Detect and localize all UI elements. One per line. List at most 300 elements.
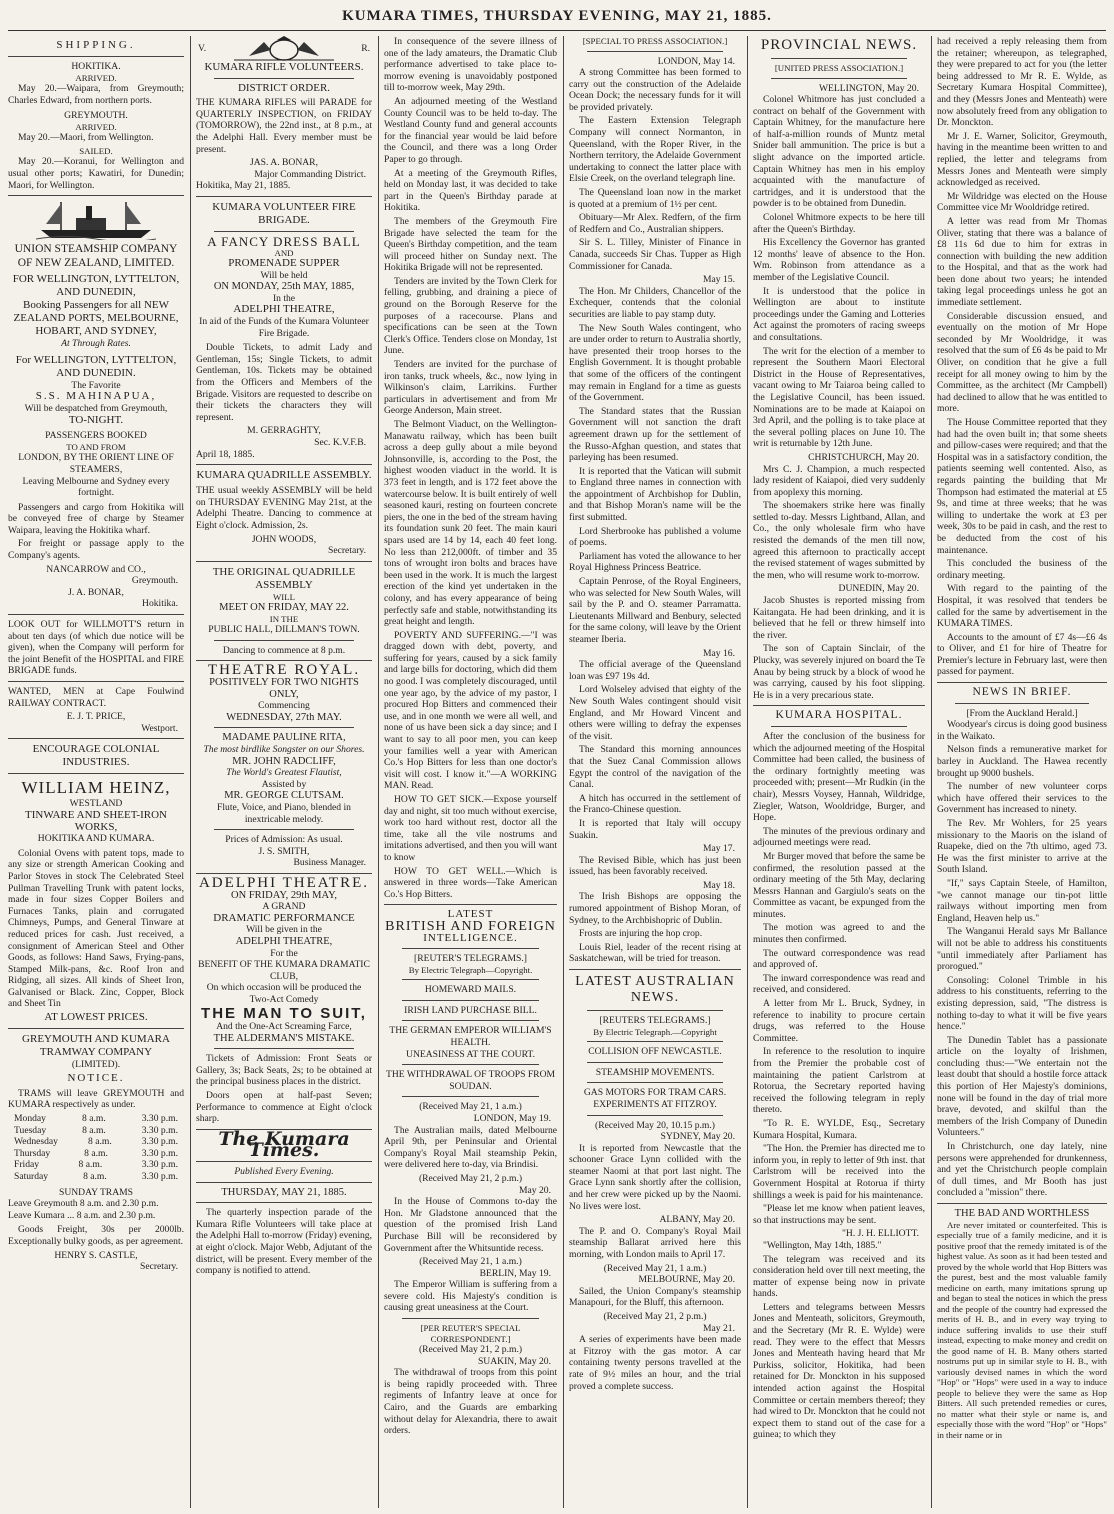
tramway-title: GREYMOUTH AND KUMARA TRAMWAY COMPANY bbox=[22, 1032, 170, 1058]
timetable-row: Wednesday 8 a.m. 3.30 p.m. bbox=[14, 1136, 178, 1148]
two-nights: POSITIVELY FOR TWO NIGHTS ONLY, bbox=[209, 677, 359, 700]
news-para: The Revised Bible, which has just been issued, has been favorably received. bbox=[569, 854, 741, 878]
divider bbox=[196, 561, 372, 562]
greymouth-sailings: May 20.—Koranui, for Wellington and usual other ports; Kawatiri, for Dunedin; Maori, for Wellington. bbox=[8, 156, 184, 191]
dateline: May 18. bbox=[703, 879, 735, 891]
subhead: STEAMSHIP MOVEMENTS. bbox=[595, 1066, 715, 1078]
rifle-signature: JAS. A. BONAR, bbox=[250, 157, 318, 169]
news-para: The Hon. Mr Childers, Chancellor of the Exchequer, contends that the colonial securities are liable to pay stamp duty. bbox=[569, 285, 741, 320]
arrived-label: ARRIVED. bbox=[75, 72, 117, 83]
ball-date: ON MONDAY, 25th MAY, 1885, bbox=[213, 281, 355, 293]
freight-notice: For freight or passage apply to the Company's agents. bbox=[8, 538, 184, 562]
news-para: The telegram was received and its consideration held over till next meeting, the matter of expense being now in private hands. bbox=[753, 1253, 925, 1300]
latest-label: LATEST bbox=[447, 908, 494, 921]
adelphi-venue: ADELPHI THEATRE, bbox=[235, 935, 333, 947]
news-para: A series of experiments have been made at Fitzroy with the gas motor. A car containing twenty persons travelled at the rate of 9½ miles an hour, and the trial proved a complete success. bbox=[569, 1334, 741, 1392]
subhead: THE GERMAN EMPEROR WILLIAM'S HEALTH. bbox=[389, 1025, 552, 1048]
tramway-limited: (LIMITED). bbox=[71, 1058, 121, 1070]
occasion-text: On which occasion will be produced the Two-Act Comedy bbox=[206, 982, 362, 1005]
doors-open: Doors open at half-past Seven; Performance to commence at Eight o'clock sharp. bbox=[196, 1090, 372, 1125]
public-hall: PUBLIC HALL, DILLMAN'S TOWN. bbox=[208, 624, 360, 636]
dateline: SYDNEY, May 20. bbox=[660, 1131, 735, 1143]
shipping-heading: SHIPPING. bbox=[56, 39, 136, 51]
news-para: HOW TO GET SICK.—Expose yourself day and night, sit too much without exercise, work too hard without rest, doctor all the time, take all the vile nostrums and imitations advertised, and then you will want to know bbox=[384, 794, 557, 863]
news-para: An adjourned meeting of the Westland County Council was to be held to-day. The Westland County fund and general accounts for the financial year would be laid before the Council, and there was a long Order Paper to go through. bbox=[384, 95, 557, 165]
news-para: Sir S. L. Tilley, Minister of Finance in Canada, succeeds Sir Chas. Tupper as High Commissioner for Canada. bbox=[569, 237, 741, 272]
divider bbox=[753, 705, 925, 706]
subhead: THE WITHDRAWAL OF TROOPS FROM SOUDAN. bbox=[385, 1069, 556, 1092]
intelligence-label: INTELLIGENCE. bbox=[423, 931, 518, 944]
given-in: Will be given in the bbox=[246, 924, 322, 936]
divider bbox=[937, 1203, 1107, 1204]
performer-rita: MADAME PAULINE RITA, bbox=[222, 732, 346, 744]
special-correspondent: [PER REUTER'S SPECIAL CORRESPONDENT.] bbox=[420, 1323, 521, 1344]
promenade-supper: PROMENADE SUPPER bbox=[228, 257, 340, 270]
news-para: In Christchurch, one day lately, nine persons were apprehended for drunkenness, and yet the Christchurch people complain of dull times, and Mr Booth has just concluded a "mission" there. bbox=[937, 1141, 1107, 1199]
in-the: In the bbox=[272, 292, 296, 304]
divider bbox=[587, 1041, 723, 1042]
news-para: "If," says Captain Steele, of Hamilton, "we cannot manage our tin-pot little railways without importing men from England, Heaven help us." bbox=[937, 877, 1107, 924]
rifle-date: Hokitika, May 21, 1885. bbox=[196, 180, 291, 192]
news-para: The official average of the Queensland loan was £97 19s 4d. bbox=[569, 659, 741, 682]
received-time: (Received May 20, 10.15 p.m.) bbox=[595, 1119, 715, 1131]
news-para: Are never imitated or counterfeited. This is especially true of a family medicine, and it is positive proof that the remedy imitated is of the highest value. As soon as it had been tested and proved by the whole world that Hop Bitters was the purest, best and the most valuable family medicine on earth, many imitations sprung up and began to steal the notices in which the press and the people of the country had expressed the merits of H. B., and in every way trying to induce suffering invalids to use their stuff instead, expecting to make money and credit on the good name of H. B. Many others started nostrums put up in similar style to H. B., with variously devised names in which the word "Hop" or "Hops" were used in a way to induce people to believe they were the same as Hop Bitters. All such pretended remedies or cures, no matter what their style or name is, and especially those with the word "Hop" or "Hops" in their name or in bbox=[937, 1219, 1107, 1440]
sunday-row: Leave Greymouth 8 a.m. and 2.30 p.m. bbox=[8, 1198, 159, 1210]
divider bbox=[937, 682, 1107, 683]
divider bbox=[402, 948, 539, 949]
rifle-title: KUMARA RIFLE VOLUNTEERS. bbox=[204, 61, 364, 73]
greymouth-heading: GREYMOUTH. bbox=[64, 110, 128, 122]
cargo-notice: Passengers and cargo from Hokitika will be conveyed free of charge by Steamer Waipara, leaving the Hokitika wharf. bbox=[8, 501, 184, 536]
in-the-label: IN THE bbox=[269, 613, 299, 624]
timetable-row: Thursday 8 a.m. 3.30 p.m. bbox=[14, 1147, 178, 1159]
dateline: ALBANY, May 20. bbox=[659, 1214, 735, 1226]
secretary-title: Secretary. bbox=[140, 1261, 178, 1273]
received-time: (Received May 21, 2 p.m.) bbox=[418, 1344, 523, 1356]
news-in-brief-heading: NEWS IN BRIEF. bbox=[972, 686, 1072, 699]
hokitika-heading: HOKITIKA. bbox=[71, 61, 121, 72]
agent-name: NANCARROW and CO., bbox=[46, 563, 146, 575]
theatre-royal: THEATRE ROYAL. bbox=[207, 662, 361, 679]
news-para: Captain Penrose, of the Royal Engineers, who was selected for New South Wales, will sail by the P. and O. steamer Parramatta. Lieutenants Millward and Benbury, selected for the same colony, will leave by the Orient steamer Iberia. bbox=[569, 576, 741, 645]
news-para: Mr Wildridge was elected on the House Committee vice Mr Wooldridge retired. bbox=[937, 190, 1107, 214]
hospital-heading: KUMARA HOSPITAL. bbox=[775, 709, 903, 722]
news-para: Jacob Shustes is reported missing from Kaitangata. He had been drinking, and it is believed that he fell or threw himself into the river. bbox=[753, 595, 925, 641]
divider bbox=[214, 727, 354, 728]
timetable-row: Monday 8 a.m. 3.30 p.m. bbox=[14, 1113, 178, 1125]
news-para: The inward correspondence was read and received, and considered. bbox=[753, 972, 925, 996]
district-order: DISTRICT ORDER. bbox=[237, 81, 331, 94]
column-5 bbox=[753, 36, 925, 1506]
news-para: Mr Burger moved that before the same be confirmed, the resolution passed at the ordinary meeting of the 5th May, declaring Messrs Hannan and Gargiulo's seats on the Committee as vacant, be expunged from the minutes. bbox=[753, 850, 925, 920]
secretary-name: HENRY S. CASTLE, bbox=[54, 1249, 138, 1261]
news-para: "To R. E. WYLDE, Esq., Secretary Kumara Hospital, Kumara. bbox=[753, 1117, 925, 1141]
news-para: The Australian mails, dated Melbourne April 9th, per Peninsular and Oriental Company's Royal Mail steamship Pekin, were delivered here to-day, via Brindisi. bbox=[384, 1124, 557, 1171]
dateline: SUAKIN, May 20. bbox=[477, 1355, 551, 1367]
wanted-notice: WANTED, MEN at Cape Foulwind RAILWAY CONTRACT. bbox=[8, 686, 184, 709]
news-para: Frosts are injuring the hop crop. bbox=[579, 928, 703, 940]
received-time: (Received May 21, 1 a.m.) bbox=[603, 1262, 707, 1274]
divider bbox=[214, 231, 354, 232]
received-time: (Received May 21, 1 a.m.) bbox=[419, 1101, 522, 1113]
heinz-westland: WESTLAND bbox=[69, 798, 123, 810]
commencing: Commencing bbox=[258, 700, 310, 712]
quadrille-title: KUMARA QUADRILLE ASSEMBLY. bbox=[196, 469, 372, 482]
news-para: The House Committee reported that they had had the oven built in; that some sheets and pillow-cases were required; and that the Hospital was in a satisfactory condition, the patients seeming well contented. Also, as regards painting the building that Mr Thompson had estimated the material at £5 9s, and time at three weeks; that he was willing to undertake the work at £3 per week, 30s to be paid in cash, and the rest to be deducted from the cost of his maintenance. bbox=[937, 417, 1107, 556]
favorite-label: The Favorite bbox=[71, 379, 121, 391]
royal-crest-row bbox=[198, 36, 370, 62]
news-para: Louis Riel, leader of the recent rising at Saskatchewan, will be tried for treason. bbox=[569, 941, 741, 965]
divider bbox=[196, 464, 372, 465]
published-every: Published Every Evening. bbox=[234, 1166, 334, 1178]
play-title: THE MAN TO SUIT, bbox=[201, 1004, 367, 1022]
heinz-works: TINWARE AND SHEET-IRON WORKS, bbox=[25, 808, 167, 833]
heinz-locations: HOKITIKA AND KUMARA. bbox=[37, 833, 155, 845]
ball-tickets: Double Tickets, to admit Lady and Gentleman, 15s; Single Tickets, to admit Gentleman, 10s. Tickets may be obtained from the Officers and Members of the Brigade. Visitors are requested to describe on their tickets the characters they will represent. bbox=[196, 342, 372, 423]
dramatic-performance: DRAMATIC PERFORMANCE bbox=[213, 911, 355, 924]
news-para: The Wanganui Herald says Mr Ballance will not be able to address his constituents "until immediately after Parliament has prorogued." bbox=[937, 926, 1107, 973]
news-para: In reference to the resolution to inquire from the Premier the probable cost of maintaining the patient Carlstrom at Rotorua, the Secretary reported having received the following telegram in reply thereto. bbox=[753, 1046, 925, 1116]
masthead-rule bbox=[8, 30, 1106, 31]
farce-title: THE ALDERMAN'S MISTAKE. bbox=[213, 1032, 355, 1044]
meet-date: MEET ON FRIDAY, MAY 22. bbox=[219, 602, 349, 614]
news-para: The son of Captain Sinclair, of the Plucky, was severely injured on board the Te Anau by being struck by a block of wood he was carrying, caused by his foot slipping. He is in a very precarious state. bbox=[753, 643, 925, 701]
ball-sec: Sec. K.V.F.B. bbox=[314, 436, 366, 448]
greymouth-arrivals: May 20.—Maori, from Wellington. bbox=[18, 132, 154, 144]
leaving-notice: Leaving Melbourne and Sydney every fortnight. bbox=[22, 475, 170, 499]
news-para: The withdrawal of troops from this point is being rapidly proceeded with. Three regiments of Infantry leave at once for Cairo, and the Guards are embarking without delay for Alexandria, there to await orders. bbox=[384, 1367, 557, 1437]
news-para: Mrs C. J. Champion, a much respected lady resident of Kaiapoi, died very suddenly from apoplexy this morning. bbox=[753, 463, 925, 498]
news-para: It is understood that the police in Wellington are about to institute proceedings under the Gaming and Lotteries Act against the promoters of racing sweeps and consultations. bbox=[753, 285, 925, 343]
quadrille-sec: Secretary. bbox=[328, 545, 366, 557]
divider bbox=[587, 1062, 723, 1063]
news-para: The Irish Bishops are opposing the rumored appointment of Bishop Moran, of Sydney, to the Archbishopric of Dublin. bbox=[569, 891, 741, 926]
divider bbox=[214, 78, 354, 79]
paper-title: The Kumara Times. bbox=[218, 1127, 350, 1162]
column-rule bbox=[378, 36, 379, 1508]
ball-date-posted: April 18, 1885. bbox=[196, 448, 255, 460]
subhead: COLLISION OFF NEWCASTLE. bbox=[588, 1046, 722, 1058]
crest-v: V. bbox=[198, 43, 207, 55]
encourage-heading: ENCOURAGE COLONIAL INDUSTRIES. bbox=[32, 743, 160, 769]
rifle-rank: Major Commanding District. bbox=[254, 168, 366, 180]
despatch-notice: Will be despatched from Greymouth, bbox=[24, 403, 168, 415]
subhead: GAS MOTORS FOR TRAM CARS. EXPERIMENTS AT FITZROY. bbox=[583, 1087, 727, 1110]
news-para: Consoling: Colonel Trimble in his address to his constituents, referring to the existing depression, said, "The distress is nothing to-day to what it will be five years hence." bbox=[937, 974, 1107, 1033]
news-para: Mr J. E. Warner, Solicitor, Greymouth, having in the meantime been written to and replied, the letter and telegrams from Messrs Jones and Menteath were simply acknowledged as received. bbox=[937, 130, 1107, 189]
divider bbox=[214, 640, 354, 641]
divider bbox=[771, 78, 907, 79]
news-para: had received a reply releasing them from the retainer; whereupon, as telegraphed, they were prepared to act for you (the letter being addressed to Mr R. E. Wylde, as Secretary Kumara Hospital Committee), and they (Messrs Jones and Menteath) were now absolutely freed from any obligation to Dr. Monckton. bbox=[937, 36, 1107, 129]
union-booking: Booking Passengers for all NEW ZEALAND PORTS, MELBOURNE, HOBART, AND SYDNEY, bbox=[13, 299, 179, 338]
dateline: May 20. bbox=[519, 1184, 551, 1196]
prices-admission: Prices of Admission: As usual. bbox=[225, 834, 343, 846]
news-para: The P. and O. Company's Royal Mail steamship Ballarat arrived here this morning, with London mails to April 17. bbox=[569, 1225, 741, 1261]
news-para: The number of new volunteer corps which have offered their services to the Government has increased to ninety. bbox=[937, 781, 1107, 816]
dancing-time: Dancing to commence at 8 p.m. bbox=[222, 644, 346, 656]
divider bbox=[402, 1318, 539, 1319]
news-para: In the House of Commons to-day the Hon. Mr Gladstone announced that the question of the promised Irish Land Purchase Bill will be reconsidered by Government after the Whitsuntide recess. bbox=[384, 1196, 557, 1254]
news-para: Nelson finds a remunerative market for barley in Auckland. The Hawea recently brought up 9000 bushels. bbox=[937, 744, 1107, 779]
divider bbox=[8, 773, 184, 774]
column-4 bbox=[569, 36, 741, 1506]
bad-worthless-heading: THE BAD AND WORTHLESS bbox=[954, 1208, 1090, 1219]
timetable-row: Friday 8 a.m. 3.30 p.m. bbox=[14, 1159, 178, 1171]
rita-desc: The most birdlike Songster on our Shores. bbox=[203, 744, 365, 756]
quadrille-signature: JOHN WOODS, bbox=[251, 533, 317, 545]
ball-signature: M. GERRAGHTY, bbox=[247, 425, 321, 437]
dateline: MELBOURNE, May 20. bbox=[638, 1274, 735, 1286]
news-para: The shoemakers strike here was finally settled to-day. Messrs Lightband, Allan, and Co., the only wholesale firm who have resisted the demands of the men till now, agreed this afternoon to practically accept the revised statement of wages submitted by the men, who will resume work to-morrow. bbox=[753, 500, 925, 581]
news-para: Colonel Whitmore expects to be here till after the Queen's Birthday. bbox=[753, 212, 925, 235]
divider bbox=[8, 1028, 184, 1029]
divider bbox=[402, 1000, 539, 1001]
radcliff-desc: The World's Greatest Flautist, bbox=[226, 767, 342, 779]
column-rule bbox=[931, 36, 932, 1508]
news-para: His Excellency the Governor has granted 12 months' leave of absence to the Hon. Wm. Robinson from attendance as a member of the Legislative Council. bbox=[753, 237, 925, 283]
news-para: Tenders are invited for the purchase of iron tanks, truck wheels, &c., now lying in Wilkinson's claim, Larrikins. Further particulars in advertisement and from Mr George Anderson, Main street. bbox=[384, 359, 557, 417]
manager-name: J. S. SMITH, bbox=[258, 845, 310, 857]
dateline: May 16. bbox=[703, 647, 735, 659]
divider bbox=[771, 58, 907, 59]
news-para: POVERTY AND SUFFERING.—"I was dragged down with debt, poverty, and suffering for years, caused by a sick family and large bills for doctoring, which did them no good. I was completely discouraged, until one year ago, by the advice of my pastor, I procured Hop Bitters and commenced their use, and in one month we were all well, and none of us have been sick a day since; and I want to say to all poor men, you can keep your families well a year with American Co.'s Hop Bitters for less than one doctor's visit will cost. I know it."—A WORKING MAN. Read. bbox=[384, 629, 557, 792]
divider bbox=[8, 614, 184, 615]
reuters-label: [REUTERS TELEGRAMS.] bbox=[599, 1015, 711, 1027]
news-para: "The Hon. the Premier has directed me to inform you, in reply to letter of 9th inst. that Carlstrom will be received into the Government Hospital at Rotorua if thirty shillings a week is paid for his maintenance. bbox=[753, 1143, 925, 1201]
divider bbox=[196, 1202, 372, 1203]
special-press: [SPECIAL TO PRESS ASSOCIATION.] bbox=[582, 36, 728, 46]
news-para: Sailed, the Union Company's steamship Manapouri, for the Bluff, this afternoon. bbox=[569, 1285, 741, 1309]
divider bbox=[214, 1048, 354, 1049]
news-para: A hitch has occurred in the settlement of the Franco-Chinese question. bbox=[569, 792, 741, 816]
divider bbox=[402, 1096, 539, 1097]
assisted-by: Assisted by bbox=[261, 778, 307, 790]
news-para: A letter was read from Mr Thomas Oliver, stating that there was a balance of £8 11s 6d due to him for extras in connection with building the new addition to the Hospital, and that as the work had been done about two years; he intended taking legal proceedings unless he got an immediate settlement. bbox=[937, 215, 1107, 309]
upa-label: [UNITED PRESS ASSOCIATION.] bbox=[774, 63, 904, 73]
news-para: The Rev. Mr Wohlers, for 25 years missionary to the Maoris on the island of Ruapeke, died on the 7th ultimo, aged 73. He was the first minister to arrive at the South Island. bbox=[937, 818, 1107, 876]
tonight-label: TO-NIGHT. bbox=[68, 413, 124, 426]
sunday-heading: SUNDAY TRAMS bbox=[58, 1186, 134, 1198]
news-para: The Eastern Extension Telegraph Company will connect Normanton, in Queensland, with the Roper River, in the Northern territory, the Adelaide Government undertaking to connect the latter place with Elsie Creek, on the overland telegraph line. bbox=[569, 115, 741, 185]
adelphi-theatre-title: ADELPHI THEATRE. bbox=[198, 874, 370, 891]
news-para: Colonel Whitmore has just concluded a contract on behalf of the Government with Captain Whitney, for the manufacture here of half-a-million rounds of Muntz metal Snider ball ammunition. The price is but a slight advance on the imported article. Captain Whitney has men in his employ acquainted with the manufacture of cartridges, and it is understood that the powder is to be obtained from Dunedin. bbox=[753, 94, 925, 210]
agent-place-2: Hokitika. bbox=[142, 598, 178, 610]
arrived-label: ARRIVED. bbox=[75, 121, 117, 132]
performer-radcliff: MR. JOHN RADCLIFF, bbox=[232, 755, 336, 767]
ship-name: S.S. MAHINAPUA, bbox=[35, 390, 157, 403]
union-route-2: For WELLINGTON, LYTTELTON, AND DUNEDIN. bbox=[15, 353, 177, 379]
news-para: "Please let me know when patient leaves, so that instructions may be sent. bbox=[753, 1203, 925, 1226]
column-3 bbox=[384, 36, 557, 1506]
heinz-body: Colonial Ovens with patent tops, made to any size or strength American Cooking and Parlor Stoves in stock The Celebrated Steel Pullman Travelling Trunk with patent locks, made in four sizes Copper Boilers and Furnaces Tanks, plain and corrugated Chimneys, Pumps, and General Tinware at reduced prices for cash. Just received, a consignment of American Steel and Other Goods, as follows: Hand Saws, Frying-pans, Stamped Milk-pans, &c. Roof Iron and Ridging, all sizes. All kinds of Sheet Iron, Galvanised or Black. Zinc, Copper, Block and Sheet Tin bbox=[8, 847, 184, 1010]
column-1 bbox=[8, 36, 184, 1506]
copyright-label: By Electric Telegraph—Copyright. bbox=[408, 964, 533, 975]
subhead: HOMEWARD MAILS. bbox=[424, 984, 517, 996]
will-label: WILL bbox=[273, 591, 295, 602]
a-grand: A GRAND bbox=[262, 901, 306, 913]
news-para: The Queensland loan now in the market is quoted at a premium of 1½ per cent. bbox=[569, 187, 741, 210]
farce-intro: And the One-Act Screaming Farce, bbox=[216, 1021, 352, 1033]
notice-heading: NOTICE. bbox=[67, 1072, 125, 1085]
news-para: The outward correspondence was read and approved of. bbox=[753, 947, 925, 971]
news-para: A strong Committee has been formed to carry out the construction of the Adelaide Ocean Dock; the necessary funds for it will be provided privately. bbox=[569, 67, 741, 113]
divider bbox=[8, 195, 184, 196]
news-para: A letter from Mr L. Bruck, Sydney, in reference to inability to procure certain drugs, was referred to the House Committee. bbox=[753, 998, 925, 1044]
manager-title: Business Manager. bbox=[293, 857, 366, 869]
ball-venue: ADELPHI THEATRE, bbox=[233, 303, 335, 316]
editorial-1: The quarterly inspection parade of the Kumara Rifle Volunteers will take place at the Adelphi Hall to-morrow (Friday) evening, at eight o'clock. Major Webb, Adjutant of the district, will be present. Every member of the company is notified to attend. bbox=[196, 1207, 372, 1277]
divider bbox=[402, 1064, 539, 1065]
orient-line: LONDON, BY THE ORIENT LINE OF STEAMERS, bbox=[18, 452, 174, 475]
divider bbox=[384, 904, 557, 905]
received-time: (Received May 21, 1 a.m.) bbox=[419, 1256, 522, 1268]
to-and-from: TO AND FROM bbox=[66, 441, 126, 452]
adelphi-date: ON FRIDAY, 29th MAY, bbox=[231, 889, 337, 901]
news-para: Letters and telegrams between Messrs Jones and Menteath, solicitors, Greymouth, and the Secretary (Mr R. E. Wylde) were read. They were to the effect that Messrs Jones and Menteath having heard that Mr Purkiss, solicitor, Hokitika, had been retained for Dr. Monckton in his supposed intended action against the Hospital Committee or certain members thereof; they had wired to Dr. Monckton that he could not expect them to stand out of the case for a guinea; to which they bbox=[753, 1301, 925, 1441]
performance-date: WEDNESDAY, 27th MAY. bbox=[226, 711, 342, 723]
news-para: In consequence of the severe illness of one of the lady amateurs, the Dramatic Club performance advertised to take place to-morrow evening is unavoidably postponed till to-morrow week, May 29th. bbox=[384, 36, 557, 94]
divider bbox=[8, 56, 184, 57]
dateline: LONDON, May 19. bbox=[473, 1112, 551, 1124]
masthead: KUMARA TIMES, THURSDAY EVENING, MAY 21, 1885. bbox=[342, 8, 772, 24]
dateline: May 21. bbox=[703, 1322, 735, 1334]
auckland-herald-label: [From the Auckland Herald.] bbox=[966, 707, 1078, 719]
column-rule bbox=[747, 36, 748, 1508]
heinz-name: WILLIAM HEINZ, bbox=[21, 778, 171, 798]
tram-timetable bbox=[8, 1113, 184, 1183]
news-para: Parliament has voted the allowance to her Royal Highness Princess Beatrice. bbox=[569, 550, 741, 574]
divider bbox=[771, 726, 907, 727]
news-para: Lord Wolseley advised that eighty of the New South Wales contingent should visit England, and Mr Howard Vincent and others were willing to defray the expenses of the visit. bbox=[569, 684, 741, 742]
news-para: It is reported that Italy will occupy Suakin. bbox=[569, 817, 741, 841]
dateline: WELLINGTON, May 20. bbox=[818, 82, 919, 94]
benefit-club: BENEFIT OF THE KUMARA DRAMATIC CLUB, bbox=[198, 959, 370, 982]
contractor-name: E. J. T. PRICE, bbox=[66, 711, 126, 723]
received-time: (Received May 21, 2 p.m.) bbox=[603, 1311, 707, 1322]
willmott-notice: LOOK OUT for WILLMOTT'S return in about ten days (of which due notice will be given), when the Company will perform for the joint Benefit of the HOSPITAL and FIRE BRIGADE funds. bbox=[8, 619, 184, 677]
news-para: Obituary—Mr Alex. Redfern, of the firm of Redfern and Co., Australian shippers. bbox=[569, 212, 741, 235]
news-para: The Standard states that the Russian Government will not sanction the draft agreement drawn up for the settlement of the Russo-Afghan question, and states that parleying has been resumed. bbox=[569, 405, 741, 464]
divider bbox=[196, 1182, 372, 1183]
union-company-title: UNION STEAMSHIP COMPANY OF NEW ZEALAND, LIMITED. bbox=[14, 243, 178, 270]
news-para: Woodyear's circus is doing good business in the Waikato. bbox=[937, 719, 1107, 742]
steamship-illustration bbox=[8, 200, 184, 240]
divider bbox=[587, 1082, 723, 1083]
column-6 bbox=[937, 36, 1107, 1506]
telegram-signature: "H. J. H. ELLIOTT. bbox=[841, 1228, 919, 1240]
sailed-label: SAILED. bbox=[79, 145, 113, 156]
divider bbox=[587, 1115, 723, 1116]
column-rule bbox=[190, 36, 191, 1508]
trams-intro: TRAMS will leave GREYMOUTH and KUMARA respectively as under. bbox=[8, 1087, 184, 1111]
reuters-label: [REUTER'S TELEGRAMS.] bbox=[414, 953, 527, 965]
divider bbox=[8, 738, 184, 739]
news-para: With regard to the painting of the Hospital, it was resolved that tenders be called for the same by advertisement in the KUMARA TIMES. bbox=[937, 583, 1107, 630]
news-para: This concluded the business of the ordinary meeting. bbox=[937, 558, 1107, 581]
news-para: The Emperor William is suffering from a severe cold. His Majesty's condition is causing great uneasiness at the Court. bbox=[384, 1279, 557, 1314]
dateline: May 15. bbox=[703, 274, 735, 286]
passengers-booked: PASSENGERS BOOKED bbox=[45, 430, 147, 442]
news-para: Tenders are invited by the Town Clerk for felling, grubbing, and draining a piece of ground on the Borough Reserve for the purposes of a racecourse. Plans and specifications can be seen at the Town Clerk's Office. Tenders close on Monday, 1st June. bbox=[384, 275, 557, 357]
news-para: Accounts to the amount of £7 4s—£6 4s to Oliver, and £1 for hire of Theatre for Premier's lecture in February last, were then passed for payment. bbox=[937, 631, 1107, 678]
will-be-held: Will be held bbox=[260, 269, 308, 281]
divider bbox=[196, 196, 372, 197]
divider bbox=[214, 829, 354, 830]
dateline: BERLIN, May 19. bbox=[479, 1267, 551, 1279]
agent-place: Greymouth. bbox=[131, 575, 178, 587]
news-para: The motion was agreed to and the minutes then confirmed. bbox=[753, 922, 925, 946]
performer-clutsam: MR. GEORGE CLUTSAM. bbox=[224, 790, 344, 802]
british-foreign-heading: BRITISH AND FOREIGN bbox=[385, 918, 556, 934]
news-para: The Dunedin Tablet has a passionate article on the loyalty of Irishmen, concluding thus:—"We entertain not the least doubt that should a hostile force attack this portion of Her Majesty's dominions, none will be found in the day of trial more brave, devoted, and skilful than the members of the Irish Company of Dunedin Volunteers." bbox=[937, 1034, 1107, 1139]
column-2 bbox=[196, 36, 372, 1506]
news-para: The writ for the election of a member to represent the Southern Maori Electoral District in the House of Representatives, vacant owing to Mr Taiaroa being called to the Legislative Council, has been issued. Nominations are to be made at Kaiapoi on 3rd April, and the polling is to take place at the several polling places on June 10. The writ is returnable by 12th June. bbox=[753, 345, 925, 450]
telegram-date: "Wellington, May 14th, 1885." bbox=[763, 1239, 882, 1251]
divider bbox=[402, 979, 539, 980]
provincial-heading: PROVINCIAL NEWS. bbox=[760, 37, 918, 53]
fire-brigade-title: KUMARA VOLUNTEER FIRE BRIGADE. bbox=[212, 200, 356, 226]
news-para: The minutes of the previous ordinary and adjourned meetings were read. bbox=[753, 825, 925, 849]
column-rule bbox=[563, 36, 564, 1508]
dateline: CHRISTCHURCH, May 20. bbox=[808, 451, 919, 463]
subhead: UNEASINESS AT THE COURT. bbox=[406, 1048, 535, 1060]
quadrille-body: THE usual weekly ASSEMBLY will be held on THURSDAY EVENING May 21st, at the Adelphi Theatre. Dancing to commence at Eight o'clock. Admission, 2s. bbox=[196, 485, 372, 531]
news-para: It is reported that the Vatican will submit to England three names in connection with the appointment of Archbishop for Dublin, and that Bishop Moran's name will be the first submitted. bbox=[569, 465, 741, 524]
news-para: The Belmont Viaduct, on the Wellington-Manawatu railway, which has been built across a deep gully about a mile beyond Johnsonville, is, according to the Post, the highest wooden viaduct in the world. It is 373 feet in length, and is 172 feet above the watercourse below. It is built entirely of well seasoned kauri, resting on fourteen concrete piers, the one in the bed of the stream having its foundation sunk 20 feet. The main kauri spars used are 14 by 14, each 40 feet long. No less than 212,000ft. of timber and 35 tons of wrought iron bolts and braces have been used in the work. It is much the largest erection of the kind yet undertaken in the colony, and has every appearance of being perfectly safe and stable, notwithstanding its great height and length. bbox=[384, 419, 557, 628]
subhead: IRISH LAND PURCHASE BILL. bbox=[404, 1004, 537, 1016]
news-para: Lord Sherbrooke has published a volume of poems. bbox=[569, 525, 741, 549]
news-para: The members of the Greymouth Fire Brigade have selected the team for the Queen's Birthday competition, and the team will proceed hither on Sunday next. The Hokitika Brigade will not be represented. bbox=[384, 215, 557, 274]
divider bbox=[569, 969, 741, 970]
divider bbox=[587, 1010, 723, 1011]
news-para: Considerable discussion ensued, and eventually on the motion of Mr Hope seconded by Mr Wooldridge, it was resolved that the sum of £6 4s be paid to Mr Oliver, on condition that he give a full receipt for all money owing to him by the Committee, as the architect (Mr Campbell) had declined to allow that he was entitled to more. bbox=[937, 310, 1107, 415]
divider bbox=[587, 51, 723, 52]
divider bbox=[8, 681, 184, 682]
news-para: It is reported from Newcastle that the schooner Grace Lynn collided with the steamer Naomi at that port last night. The Grace Lynn sank shortly after the collision, and her crew were picked up by the Naomi. No lives were lost. bbox=[569, 1142, 741, 1212]
crest-r: R. bbox=[361, 43, 370, 55]
contractor-place: Westport. bbox=[141, 722, 178, 734]
received-time: (Received May 21, 2 p.m.) bbox=[418, 1172, 523, 1184]
union-rates: At Through Rates. bbox=[61, 338, 131, 350]
timetable-row: Tuesday 8 a.m. 3.30 p.m. bbox=[14, 1124, 178, 1136]
dateline: DUNEDIN, May 20. bbox=[838, 583, 919, 595]
divider bbox=[196, 1161, 372, 1162]
admission-prices: Tickets of Admission: Front Seats or Gallery, 3s; Back Seats, 2s; to be obtained at the principal business places in the district. bbox=[196, 1053, 372, 1088]
news-para: After the conclusion of the business for which the adjourned meeting of the Hospital Committee had been called, the business of the ordinary fortnightly meeting was proceeded with; present—Mr Rudkin (in the chair), Messrs Voysey, Hannah, Wildridge, Ziegler, Watson, Wooldridge, Burger, and Hope. bbox=[753, 730, 925, 824]
news-para: The New South Wales contingent, who are under order to return to Australia shortly, have presented their troop horses to the English Government. It is thought probable that some of the officers of the contingent may remain in England for a time as guests of the Government. bbox=[569, 322, 741, 404]
fancy-dress-ball: A FANCY DRESS BALL bbox=[207, 233, 361, 249]
royal-crest-icon bbox=[229, 36, 339, 62]
divider bbox=[955, 703, 1089, 704]
news-para: The Standard this morning announces that the Suez Canal Commission allows Egypt the control of the navigation of the Canal. bbox=[569, 744, 741, 791]
dateline: May 17. bbox=[703, 843, 735, 855]
australian-news-heading: LATEST AUSTRALIAN NEWS. bbox=[575, 974, 735, 1006]
copyright-label: By Electric Telegraph.—Copyright bbox=[593, 1026, 717, 1037]
flute-desc: Flute, Voice, and Piano, blended in inextricable melody. bbox=[217, 802, 351, 825]
divider bbox=[196, 660, 372, 661]
divider bbox=[196, 873, 372, 874]
ball-aid: In aid of the Funds of the Kumara Volunteer Fire Brigade. bbox=[199, 316, 369, 339]
agent-name-2: J. A. BONAR, bbox=[68, 586, 124, 598]
news-para: HOW TO GET WELL.—Which is answered in three words—Take American Co.'s Hop Bitters. bbox=[384, 865, 557, 900]
dateline: LONDON, May 14. bbox=[657, 55, 735, 67]
news-para: At a meeting of the Greymouth Rifles, held on Monday last, it was decided to take part in the Queen's Birthday parade at Hokitika. bbox=[384, 167, 557, 214]
timetable-row: Saturday 8 a.m. 3.30 p.m. bbox=[14, 1171, 178, 1182]
rifle-body: THE KUMARA RIFLES will PARADE for QUARTERLY INSPECTION, on FRIDAY (TOMORROW), the 22nd inst., at 8 p.m., at the Adelphi Hall. Every member must be present. bbox=[196, 97, 372, 155]
original-quadrille-title: THE ORIGINAL QUADRILLE ASSEMBLY bbox=[212, 565, 356, 591]
lowest-prices: AT LOWEST PRICES. bbox=[44, 1011, 148, 1024]
divider bbox=[402, 1020, 539, 1021]
